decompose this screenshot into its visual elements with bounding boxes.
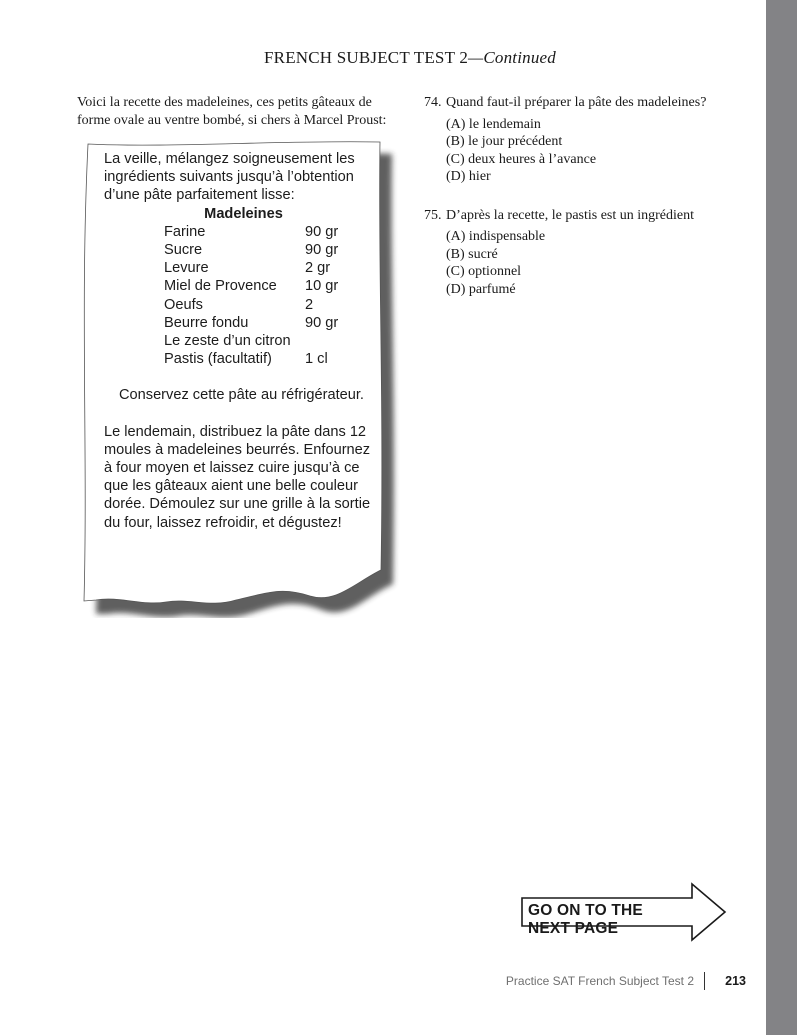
ingredient-qty: 10 gr [305,278,339,295]
answer-option: (D) hier [446,169,491,184]
ingredient-qty: 90 gr [305,223,339,240]
ingredient-name: Sucre [164,242,203,259]
ingredient-name: Le zeste d’un citron [164,333,291,350]
recipe-conserve: Conservez cette pâte au réfrigérateur. [119,387,364,404]
answer-options [446,228,754,298]
ingredient-qty: 90 gr [305,314,339,331]
page-footer [440,972,748,992]
question-text: Quand faut-il préparer la pâte des madeleines? [446,95,707,110]
ingredient-list [164,223,338,369]
ingredient-name: Farine [164,223,206,240]
ingredient-qty: 2 gr [305,260,331,277]
footer-divider [704,972,705,990]
questions [424,94,754,319]
answer-option: (B) sucré [446,246,498,262]
ingredient-name: Miel de Provence [164,278,277,295]
next-page-label: GO ON TO THE NEXT PAGE [528,902,643,937]
answer-options [446,116,754,186]
recipe-opening: La veille, mélangez soigneusement les ingrédients suivants jusqu’à l’obtention d’une pâte parfaitement lisse: [104,151,355,204]
ingredient-name: Pastis (facultatif) [164,351,272,368]
ingredient-row [164,314,338,332]
recipe-text [104,150,379,532]
question-number: 74. [424,95,442,110]
answer-option: (A) le lendemain [446,116,541,132]
recipe-closing: Le lendemain, distribuez la pâte dans 12 moules à madeleines beurrés. Enfournez à four moyen et laissez cuire jusqu’à ce que les gâteaux aient une belle couleur dorée. Démoulez sur une grille à la sortie du four, laissez refroidir, et dégustez! [104,423,371,531]
question-stem [424,94,754,112]
page-header [230,48,590,68]
ingredient-qty: 2 [305,296,314,313]
answer-option: (B) le jour précédent [446,134,563,149]
ingredient-qty: 1 cl [305,351,328,368]
question-number: 75. [424,207,442,223]
answer-option: (C) deux heures à l’avance [446,151,597,167]
footer-title: Practice SAT French Subject Test 2 [505,974,694,988]
header-title: FRENCH SUBJECT TEST 2 [264,48,469,67]
ingredient-row [164,296,338,314]
ingredient-name: Oeufs [164,296,203,313]
page-number: 213 [725,974,746,988]
answer-option: (D) parfumé [446,281,516,297]
ingredient-name: Levure [164,260,209,277]
question-75 [424,207,754,299]
ingredient-qty: 90 gr [305,242,339,259]
ingredient-qty [305,332,338,350]
header-continued: —Continued [468,48,556,67]
answer-option: (C) optionnel [446,264,522,279]
recipe-title: Madeleines [204,205,283,222]
next-page-arrow [520,880,730,942]
question-stem [424,207,754,225]
ingredient-row [164,350,338,368]
ingredient-row [164,332,338,350]
ingredient-row [164,241,338,259]
question-text: D’après la recette, le pastis est un ingrédient [446,207,695,223]
question-74 [424,94,754,186]
ingredient-row [164,223,338,241]
answer-option: (A) indispensable [446,229,546,244]
ingredient-row [164,259,338,277]
passage-intro: Voici la recette des madeleines, ces petits gâteaux de forme ovale au ventre bombé, si chers à Marcel Proust: [77,95,387,128]
ingredient-name: Beurre fondu [164,314,249,331]
side-tab-bar [766,0,797,1035]
ingredient-row [164,277,338,295]
